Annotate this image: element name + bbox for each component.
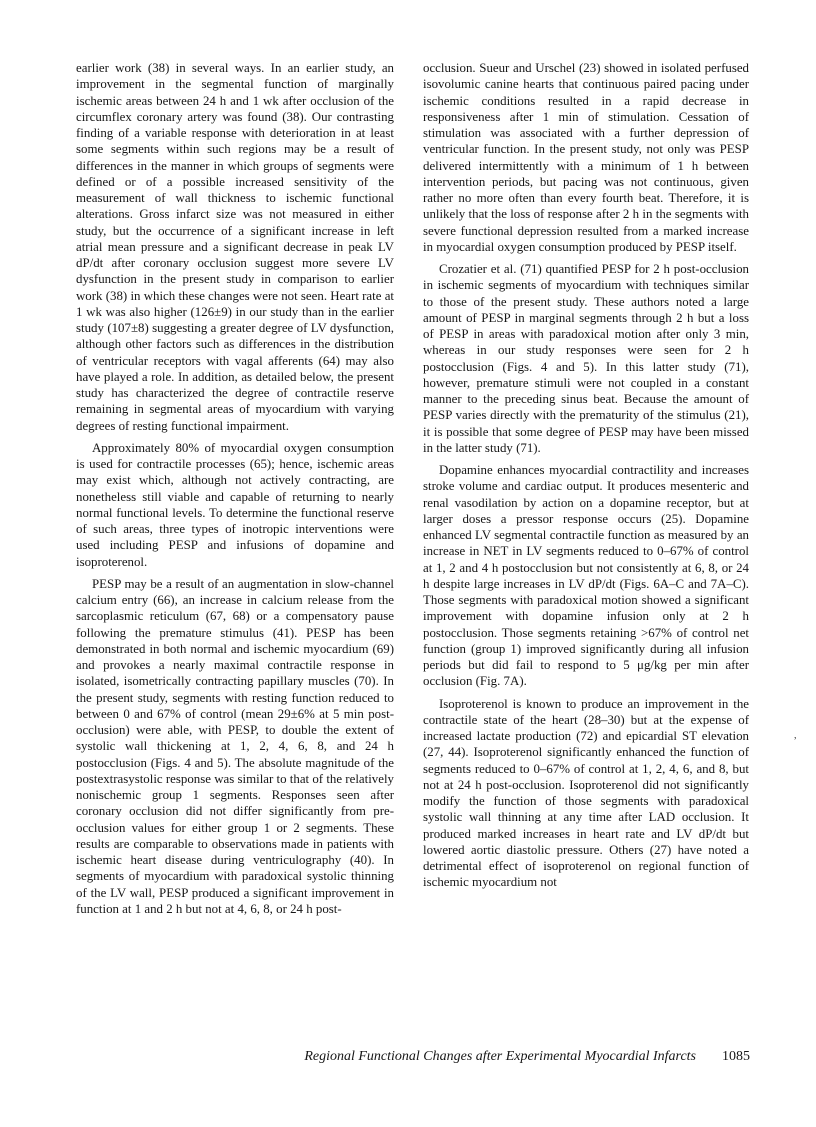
- paragraph-isoproterenol: Isoproterenol is known to produce an improvement in the contractile state of the heart (28–30) but at the expense of increased lactate production (72) and epicardial ST elevation (27, 44). Isoproterenol significantly enhanced the function of segments reduced to 0–67% of control at 1, 2, 4, 6, and 8, but not at 24 h post-occlusion. Isoproterenol did not significantly modify the function of those segments with paradoxical systolic wall thinning at any time after LAD occlusion. It produced marked increases in heart rate and LV dP/dt but lowered aortic diastolic pressure. Others (27) have noted a detrimental effect of isoproterenol on regional function of ischemic myocardium not: [423, 696, 749, 890]
- page-footer: [0, 1049, 816, 1069]
- paragraph-continuation: earlier work (38) in several ways. In an earlier study, an improvement in the segmental function of marginally ischemic areas between 24 h and 1 wk after occlusion of the circumflex coronary artery was found (38). Our contrasting finding of a variable response with deterioration in at least some segments within such regions may be a result of differences in the manner in which groups of segments were defined or of a possible increased sensitivity of the measurement of wall thickness to ischemic functional alterations. Gross infarct size was not measured in either study, but the occurrence of a significant increase in left atrial mean pressure and a significant decrease in peak LV dP/dt after coronary occlusion suggest more severe LV dysfunction in the present study in comparison to earlier work (38) in which these changes were not seen. Heart rate at 1 wk was also higher (126±9) in our study than in the earlier study (107±8) suggesting a greater degree of LV dysfunction, although other factors such as differences in the distribution of ventricular receptors with vagal afferents (64) may also have played a role. In addition, as detailed below, the present study has characterized the degree of contractile reserve remaining in segmental areas of myocardium with varying degrees of resting functional impairment.: [76, 61, 394, 433]
- paragraph-dopamine: Dopamine enhances myocardial contractility and increases stroke volume and cardiac output. It produces mesenteric and renal vasodilation by action on a dopamine receptor, but at larger doses a pressor response occurs (25). Dopamine enhanced LV segmental contractile function as measured by an increase in NET in LV segments reduced to 0–67% of control at 1, 2 and 4 h postocclusion but not consistently at 6, 8, or 24 h despite large increases in LV dP/dt (Figs. 6A–C and 7A–C). Those segments with paradoxical motion showed a significant improvement with dopamine infusion only at 2 h postocclusion. Those segments retaining >67% of control net function (group 1) improved significantly during all infusion periods but did fail to respond to 5 μg/kg per min after occlusion (Fig. 7A).: [423, 463, 749, 689]
- page-number: 1085: [722, 1049, 750, 1064]
- paragraph-crozatier: Crozatier et al. (71) quantified PESP for 2 h post-occlusion in ischemic segments of myocardium with techniques similar to those of the present study. These authors noted a large amount of PESP in marginal segments through 2 h but a loss of PESP in areas with paradoxical motion after only 3 min, whereas in our study responses were seen for 2 h postocclusion (Figs. 4 and 5). In this latter study (71), however, premature stimuli were not coupled in a constant manner to the preceding sinus beat. Because the amount of PESP varies directly with the prematurity of the stimulus (21), it is possible that some degree of PESP may have been missed in the latter study (71).: [423, 262, 749, 455]
- right-column: [423, 60, 749, 891]
- paragraph-pesp-mechanism: PESP may be a result of an augmentation in slow-channel calcium entry (66), an increase in calcium release from the sarcoplasmic reticulum (67, 68) or a compensatory pause following the premature stimulus (41). PESP has been demonstrated in both normal and ischemic myocardium (69) and provokes a nearly maximal contractile response in isolated, isometrically contracting papillary muscles (70). In the present study, segments with resting function reduced to between 0 and 67% of control (mean 29±6% at 5 min post-occlusion) were able, with PESP, to double the extent of systolic wall thickening at 1, 2, 4, 6, 8, and 24 h postocclusion (Figs. 4 and 5). The absolute magnitude of the postextrasystolic response was similar to that of the relatively nonischemic group 1 segments. Responses seen after coronary occlusion did not differ significantly from pre-occlusion values for either group 1 or 2 segments. These results are comparable to observations made in patients with ischemic heart disease during ventriculography (40). In segments of myocardium with paradoxical systolic thinning of the LV wall, PESP produced a significant improvement in function at 1 and 2 h but not at 4, 6, 8, or 24 h post-: [76, 576, 394, 916]
- left-column: [76, 60, 394, 917]
- paragraph-oxygen-consumption: Approximately 80% of myocardial oxygen consumption is used for contractile processes (65); hence, ischemic areas may exist which, although not actively contracting, are nonetheless still viable and capable of returning to nearly normal functional levels. To determine the functional reserve of such areas, three types of inotropic interventions were used including PESP and infusions of dopamine and isoproterenol.: [76, 440, 394, 569]
- running-title: Regional Functional Changes after Experimental Myocardial Infarcts: [304, 1049, 696, 1064]
- paragraph-occlusion-continuation: occlusion. Sueur and Urschel (23) showed in isolated perfused isovolumic canine hearts that continuous paired pacing under ischemic conditions resulted in a rapid decrease in responsiveness after 1 min of stimulation. Cessation of stimulation was associated with a further depression of ventricular function. In the present study, not only was PESP delivered intermittently with a minimum of 1 h between intervention periods, but pacing was not continuous, given rather no more often than every fourth beat. Therefore, it is unlikely that the loss of response after 2 h in the segments with severe functional depression resulted from a marked increase in myocardial oxygen consumption produced by PESP itself.: [423, 61, 749, 254]
- stray-mark: ,: [794, 730, 797, 741]
